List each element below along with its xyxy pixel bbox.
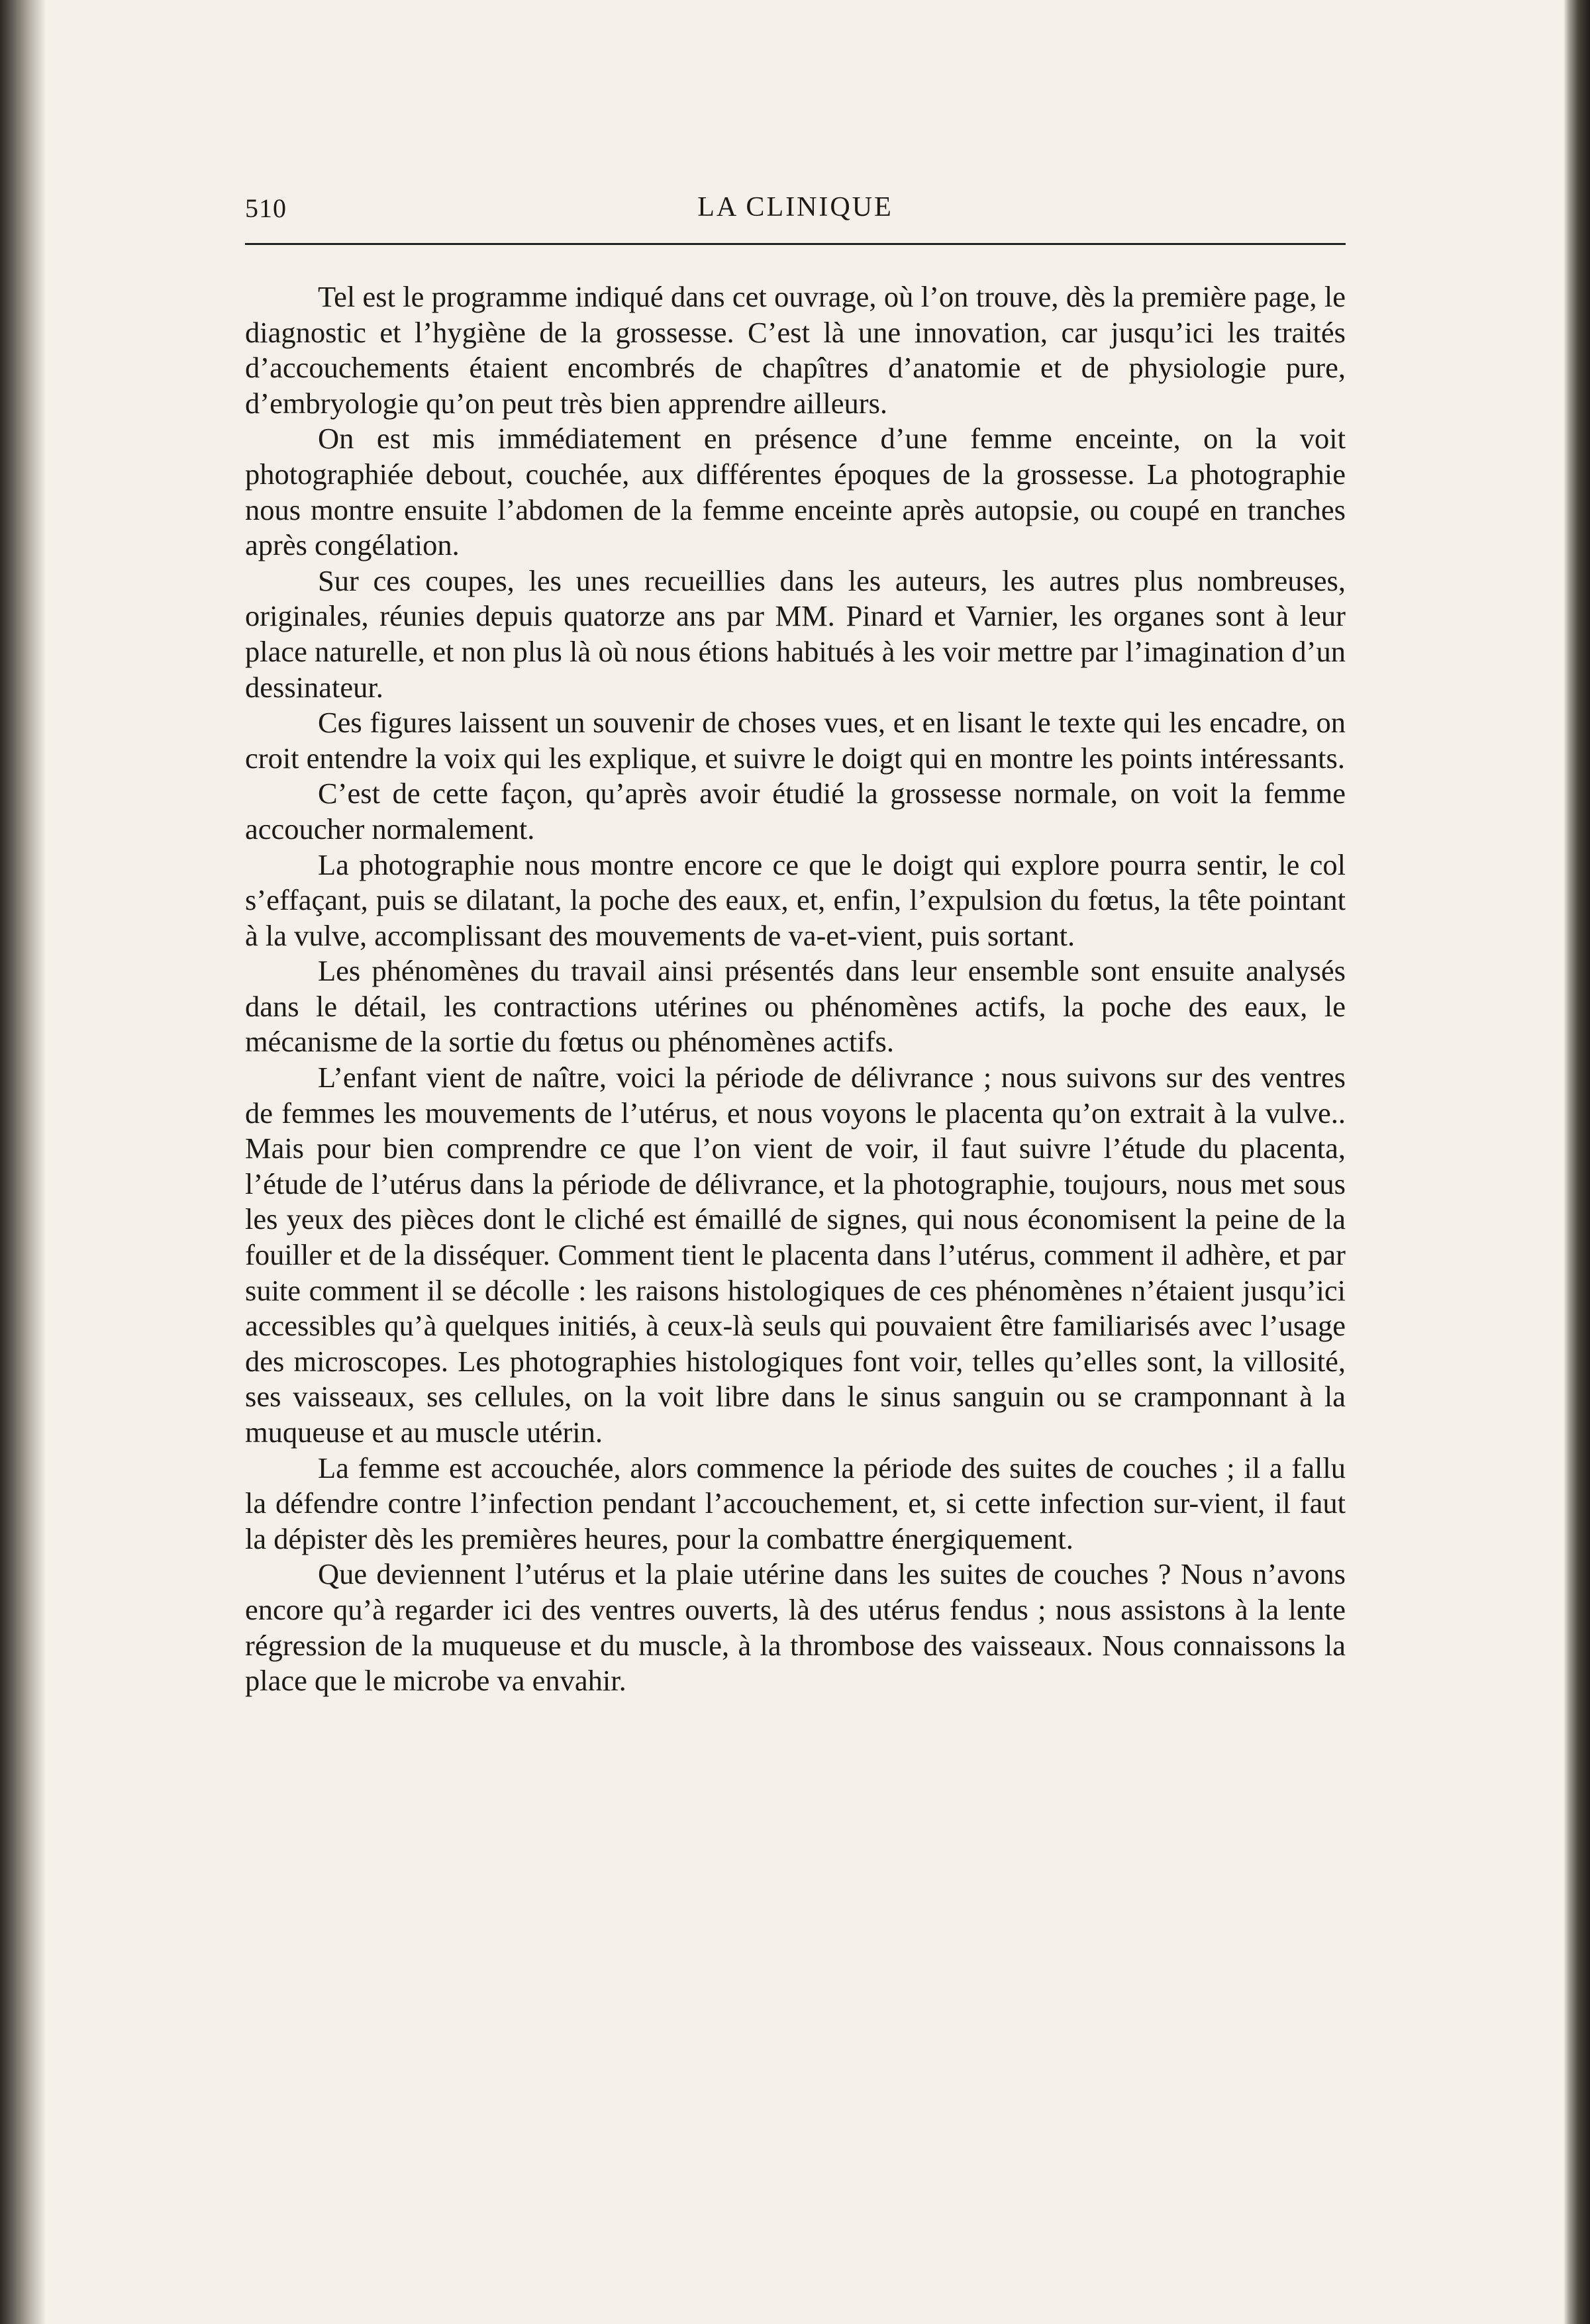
paragraph: Que deviennent l’utérus et la plaie utérine dans les suites de couches ? Nous n’avons encore qu’à regarder ici des ventres ouverts, là des utérus fendus ; nous assistons à la lente régression de la muqueuse et du muscle, à la thrombose des vaisseaux. Nous connaissons la place que le microbe va envahir. <box>245 1557 1346 1698</box>
book-page <box>245 189 1346 1699</box>
paragraph: La photographie nous montre encore ce que le doigt qui explore pourra sentir, le col s’effaçant, puis se dilatant, la poche des eaux, et, enfin, l’expulsion du fœtus, la tête pointant à la vulve, accomplissant des mouvements de va-et-vient, puis sortant. <box>245 847 1346 952</box>
paragraph: La femme est accouchée, alors commence la période des suites de couches ; il a fallu la défendre contre l’infection pendant l’accouchement, et, si cette infection sur-vient, il faut la dépister dès les premières heures, pour la combattre énergiquement. <box>245 1451 1346 1555</box>
page-number: 510 <box>245 193 287 223</box>
paragraph: On est mis immédiatement en présence d’une femme enceinte, on la voit photographiée debout, couchée, aux différentes époques de la grossesse. La photographie nous montre ensuite l’abdomen de la femme enceinte après autopsie, ou coupé en tranches après congélation. <box>245 422 1346 562</box>
paragraph: Tel est le programme indiqué dans cet ouvrage, où l’on trouve, dès la première page, le diagnostic et l’hygiène de la grossesse. C’est là une innovation, car jusqu’ici les traités d’accouchements étaient encombrés de chapîtres d’anatomie et de physiologie pure, d’embryologie qu’on peut très bien apprendre ailleurs. <box>245 280 1346 420</box>
paragraph: L’enfant vient de naître, voici la période de délivrance ; nous suivons sur des ventres de femmes les mouvements de l’utérus, et nous voyons le placenta qu’on extrait à la vulve.. Mais pour bien comprendre ce que l’on vient de voir, il faut suivre l’étude du placenta, l’étude de l’utérus dans la période de délivrance, et la photographie, toujours, nous met sous les yeux des pièces dont le cliché est émaillé de signes, qui nous économisent la peine de la fouiller et de la disséquer. Comment tient le placenta dans l’utérus, comment il adhère, et par suite comment il se décolle : les raisons histologiques de ces phénomènes n’étaient jusqu’ici accessibles qu’à quelques initiés, à ceux-là seuls qui pouvaient être familiarisés avec l’usage des microscopes. Les photographies histologiques font voir, telles qu’elles sont, la villosité, ses vaisseaux, ses cellules, on la voit libre dans le sinus sanguin ou se cramponnant à la muqueuse et au muscle utérin. <box>245 1061 1346 1449</box>
header-rule <box>245 243 1346 245</box>
paragraph: Ces figures laissent un souvenir de choses vues, et en lisant le texte qui les encadre, on croit entendre la voix qui les explique, et suivre le doigt qui en montre les points intéressants. <box>245 706 1346 775</box>
paragraph: Les phénomènes du travail ainsi présentés dans leur ensemble sont ensuite analysés dans le détail, les contractions utérines ou phénomènes actifs, la poche des eaux, le mécanisme de la sortie du fœtus ou phénomènes actifs. <box>245 954 1346 1059</box>
scan-left-edge <box>0 0 46 2324</box>
body-text <box>245 279 1346 1699</box>
page-header <box>245 189 1346 235</box>
running-title: LA CLINIQUE <box>697 192 893 222</box>
paragraph: Sur ces coupes, les unes recueillies dans les auteurs, les autres plus nombreuses, originales, réunies depuis quatorze ans par MM. Pinard et Varnier, les organes sont à leur place naturelle, et non plus là où nous étions habitués à les voir mettre par l’imagination d’un dessinateur. <box>245 563 1346 704</box>
paragraph: C’est de cette façon, qu’après avoir étudié la grossesse normale, on voit la femme accoucher normalement. <box>245 777 1346 846</box>
scan-right-edge <box>1564 0 1590 2324</box>
